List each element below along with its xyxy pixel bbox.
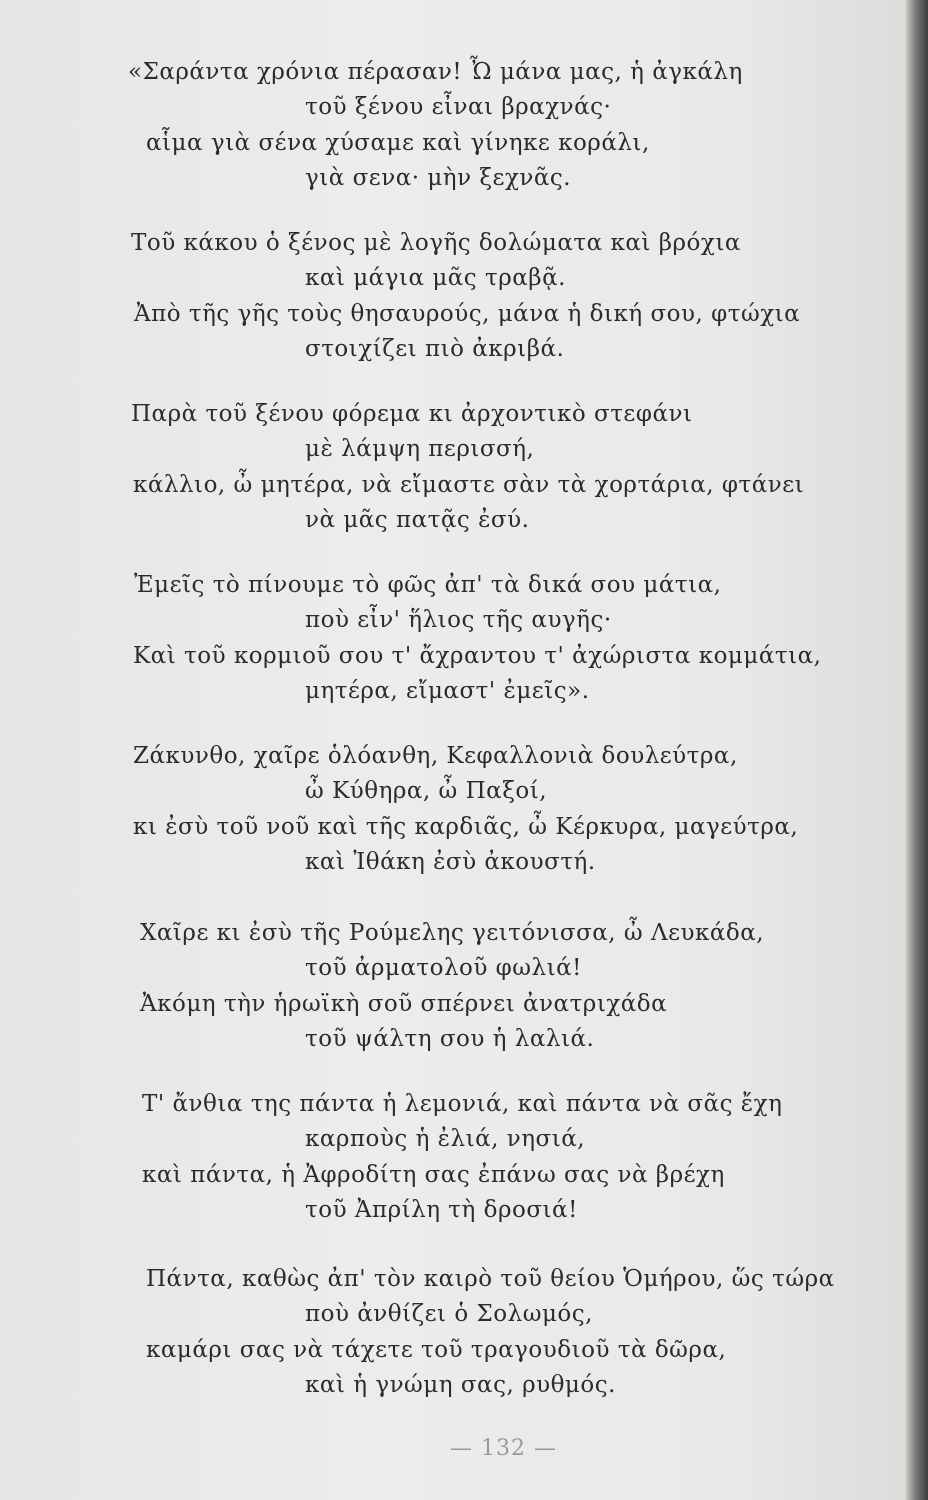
poem-line: κι ἐσὺ τοῦ νοῦ καὶ τῆς καρδιᾶς, ὦ Κέρκυρα, μαγεύτρα, [133, 814, 799, 840]
poem-line: αἷμα γιὰ σένα χύσαμε καὶ γίνηκε κοράλι, [146, 130, 650, 156]
poem-line: Καὶ τοῦ κορμιοῦ σου τ' ἄχραντου τ' ἀχώριστα κομμάτια, [133, 643, 822, 669]
poem-line: τοῦ ψάλτη σου ἡ λαλιά. [305, 1026, 595, 1052]
poem-line: Ἀπὸ τῆς γῆς τοὺς θησαυρούς, μάνα ἡ δική σου, φτώχια [134, 301, 801, 327]
poem-line: γιὰ σενα· μὴν ξεχνᾶς. [305, 165, 572, 191]
poem-line: Παρὰ τοῦ ξένου φόρεμα κι ἀρχοντικὸ στεφάνι [131, 401, 693, 427]
poem-line: τοῦ ἀρματολοῦ φωλιά! [305, 955, 582, 981]
poem-line: μὲ λάμψη περισσή, [305, 436, 535, 462]
poem-line: καὶ Ἰθάκη ἐσὺ ἀκουστή. [305, 849, 596, 875]
poem-line: καὶ μάγια μᾶς τραβᾷ. [305, 265, 566, 291]
poem-line: Ἐμεῖς τὸ πίνουμε τὸ φῶς ἀπ' τὰ δικά σου μάτια, [134, 572, 722, 598]
poem-line: καρποὺς ἡ ἐλιά, νησιά, [305, 1126, 586, 1152]
poem-line: Τοῦ κάκου ὁ ξένος μὲ λογῆς δολώματα καὶ βρόχια [131, 230, 741, 256]
poem-line: τοῦ ξένου εἶναι βραχνάς· [305, 94, 612, 120]
poem-line: καμάρι σας νὰ τάχετε τοῦ τραγουδιοῦ τὰ δῶρα, [146, 1337, 727, 1363]
poem-line: τοῦ Ἀπρίλη τὴ δροσιά! [305, 1197, 578, 1223]
poem-line: καὶ πάντα, ἡ Ἀφροδίτη σας ἐπάνω σας νὰ βρέχη [142, 1162, 725, 1188]
page-number: — 132 — [450, 1436, 557, 1461]
poem-line: «Σαράντα χρόνια πέρασαν! Ὦ μάνα μας, ἡ ἀγκάλη [128, 59, 743, 85]
poem-line: ὦ Κύθηρα, ὦ Παξοί, [305, 778, 548, 804]
poem-line: Πάντα, καθὼς ἀπ' τὸν καιρὸ τοῦ θείου Ὁμήρου, ὥς τώρα [146, 1266, 835, 1292]
poem-line: ποὺ ἀνθίζει ὁ Σολωμός, [305, 1301, 593, 1327]
poem-line: ποὺ εἶν' ἥλιος τῆς αυγῆς· [305, 607, 612, 633]
poem-line: νὰ μᾶς πατᾷς ἐσύ. [305, 507, 530, 533]
poem-line: Χαῖρε κι ἐσὺ τῆς Ρούμελης γειτόνισσα, ὦ Λευκάδα, [140, 920, 765, 946]
poem-line: Ἀκόμη τὴν ἡρωϊκὴ σοῦ σπέρνει ἀνατριχάδα [140, 991, 668, 1017]
poem-line: Τ' ἄνθια της πάντα ἡ λεμονιά, καὶ πάντα νὰ σᾶς ἔχη [142, 1091, 783, 1117]
poem-line: μητέρα, εἴμαστ' ἐμεῖς». [305, 678, 590, 704]
poem-line: καὶ ἡ γνώμη σας, ρυθμός. [305, 1372, 616, 1398]
book-spine-shadow [906, 0, 928, 1500]
poem-line: στοιχίζει πιὸ ἀκριβά. [305, 336, 565, 362]
poem-line: κάλλιο, ὦ μητέρα, νὰ εἴμαστε σὰν τὰ χορτάρια, φτάνει [133, 472, 805, 498]
poem-line: Ζάκυνθο, χαῖρε ὁλόανθη, Κεφαλλονιὰ δουλεύτρα, [133, 743, 738, 769]
